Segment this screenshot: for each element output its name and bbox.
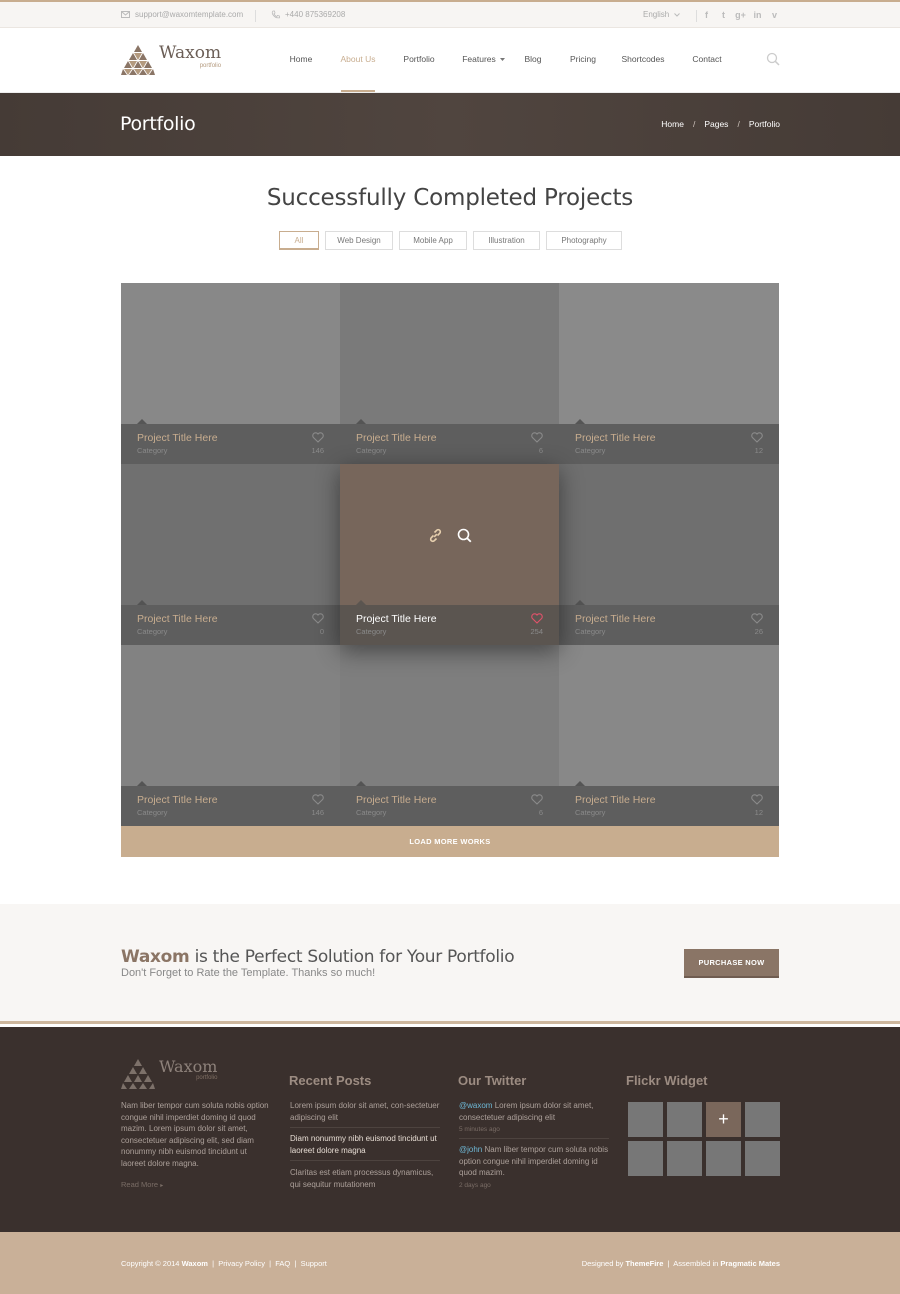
tweet-text: Nam liber tempor cum soluta nobis option congue nihil imperdiet doming id quod mazim.: [459, 1145, 609, 1177]
search-icon[interactable]: [766, 52, 780, 66]
twitter-title: Our Twitter: [458, 1073, 527, 1088]
project-thumbnail[interactable]: [559, 464, 779, 605]
project-title[interactable]: Project Title Here: [575, 794, 656, 806]
heart-icon[interactable]: [531, 432, 543, 443]
support-link[interactable]: Support: [300, 1259, 327, 1268]
portfolio-grid: [121, 283, 779, 826]
heart-icon[interactable]: [751, 613, 763, 624]
project-caption: [559, 605, 779, 645]
flickr-thumbnail[interactable]: [628, 1102, 663, 1137]
recent-post[interactable]: Diam nonummy nibh euismod tincidunt ut laoreet dolore magna: [290, 1134, 437, 1155]
phone-icon: [271, 10, 280, 19]
read-more-link[interactable]: [121, 1180, 163, 1189]
logo-name: Waxom: [159, 43, 222, 63]
project-title[interactable]: Project Title Here: [137, 432, 218, 444]
logo-triangle-icon: [121, 45, 155, 75]
designer-link[interactable]: ThemeFire: [625, 1259, 664, 1268]
phone-contact: [271, 10, 345, 19]
logo[interactable]: [121, 45, 221, 75]
tweet-handle[interactable]: @john: [459, 1145, 483, 1154]
copyright-text: Copyright © 2014: [121, 1259, 182, 1268]
project-thumbnail[interactable]: [340, 283, 559, 424]
heart-icon[interactable]: [312, 432, 324, 443]
portfolio-item[interactable]: [559, 645, 779, 826]
read-more-label: Read More: [121, 1180, 159, 1189]
project-title[interactable]: Project Title Here: [575, 432, 656, 444]
divider: [459, 1138, 609, 1139]
page-title-bar: [0, 93, 900, 156]
filter-web-design[interactable]: Web Design: [325, 231, 393, 250]
caption-arrow: [575, 781, 585, 786]
project-category[interactable]: Category: [137, 808, 168, 817]
email-text: support@waxomtemplate.com: [135, 10, 244, 19]
tweet: [459, 1100, 609, 1136]
top-bar: [0, 0, 900, 28]
bottom-bar: [0, 1232, 900, 1294]
mail-icon: [121, 11, 130, 18]
promo-brand: Waxom: [121, 947, 190, 967]
project-caption: [121, 605, 340, 645]
twitter-icon[interactable]: t: [722, 10, 725, 20]
like-count: 146: [311, 446, 324, 455]
project-title[interactable]: Project Title Here: [137, 794, 218, 806]
breadcrumb-home[interactable]: Home: [661, 119, 684, 129]
tweet-text: Lorem ipsum dolor sit amet, consectetuer adipiscing elit: [459, 1101, 594, 1122]
breadcrumb-separator: /: [692, 119, 696, 129]
project-title[interactable]: Project Title Here: [356, 794, 437, 806]
heart-icon[interactable]: [751, 432, 763, 443]
nav-portfolio[interactable]: Portfolio: [403, 54, 435, 64]
language-select[interactable]: [643, 10, 680, 19]
project-thumbnail[interactable]: [121, 283, 340, 424]
vimeo-icon[interactable]: v: [771, 10, 777, 20]
footer-logo-text: [159, 1059, 217, 1089]
promo-headline: [121, 947, 514, 967]
filter-illustration[interactable]: Illustration: [473, 231, 540, 250]
faq-link[interactable]: FAQ: [275, 1259, 291, 1268]
copyright: Copyright © 2014 Waxom | Privacy Policy | FAQ | Support: [121, 1259, 327, 1268]
promo-subtitle: Don't Forget to Rate the Template. Thanks so much!: [121, 967, 376, 979]
portfolio-item[interactable]: [121, 283, 340, 464]
project-category[interactable]: Category: [575, 446, 606, 455]
breadcrumb-pages[interactable]: Pages: [704, 119, 729, 129]
nav-blog[interactable]: Blog: [524, 54, 542, 64]
nav-features[interactable]: Features: [462, 54, 496, 64]
recent-post[interactable]: Claritas est etiam processus dynamicus, qui sequitur mutationem: [290, 1168, 434, 1189]
project-caption: [559, 424, 779, 464]
footer-logo-sub: portfolio: [196, 1075, 218, 1081]
flickr-thumbnail[interactable]: [628, 1141, 663, 1176]
breadcrumb: [661, 119, 780, 129]
divider: [290, 1127, 440, 1128]
assembler-link[interactable]: Pragmatic Mates: [720, 1259, 780, 1268]
google-plus-icon[interactable]: g+: [735, 10, 746, 20]
project-title[interactable]: Project Title Here: [356, 613, 437, 625]
portfolio-item[interactable]: [121, 464, 340, 645]
project-category[interactable]: Category: [356, 627, 387, 636]
tweet: [459, 1144, 609, 1191]
heart-icon[interactable]: [531, 613, 543, 624]
flickr-thumbnail[interactable]: [667, 1141, 702, 1176]
portfolio-item[interactable]: [121, 645, 340, 826]
portfolio-item[interactable]: [340, 645, 559, 826]
copyright-brand: Waxom: [181, 1259, 208, 1268]
nav-shortcodes[interactable]: Shortcodes: [621, 54, 665, 64]
footer-logo-name: Waxom: [159, 1057, 218, 1076]
caret-down-icon: [500, 58, 505, 62]
project-caption: [559, 786, 779, 826]
portfolio-item[interactable]: [559, 464, 779, 645]
project-category[interactable]: Category: [356, 808, 387, 817]
footer-logo[interactable]: [121, 1059, 217, 1089]
heart-icon[interactable]: [312, 613, 324, 624]
project-thumbnail[interactable]: [340, 645, 559, 786]
flickr-thumbnail[interactable]: [745, 1102, 780, 1137]
recent-post[interactable]: Lorem ipsum dolor sit amet, con-sectetuer adipiscing elit: [290, 1101, 440, 1122]
language-label: English: [643, 10, 670, 19]
divider: [290, 1160, 440, 1161]
flickr-thumbnail[interactable]: [745, 1141, 780, 1176]
email-contact[interactable]: [121, 10, 243, 19]
like-count: 146: [311, 808, 324, 817]
promo-banner: [0, 904, 900, 1024]
tweet-time: 5 minutes ago: [459, 1126, 500, 1133]
project-title[interactable]: Project Title Here: [575, 613, 656, 625]
nav-active-indicator: [341, 90, 375, 92]
heart-icon[interactable]: [312, 794, 324, 805]
flickr-thumbnail[interactable]: [667, 1102, 702, 1137]
flickr-thumbnail[interactable]: [706, 1141, 741, 1176]
breadcrumb-portfolio: Portfolio: [748, 119, 780, 129]
designed-by-text: Designed by: [581, 1259, 626, 1268]
assembled-in-text: Assembled in: [673, 1259, 721, 1268]
logo-triangle-icon: [121, 1059, 155, 1089]
filter-mobile-app[interactable]: Mobile App: [399, 231, 467, 250]
project-thumbnail[interactable]: [559, 645, 779, 786]
project-caption: [340, 424, 559, 464]
footer: [0, 1027, 900, 1232]
header: [0, 28, 900, 93]
portfolio-filters: [279, 231, 622, 250]
project-title[interactable]: Project Title Here: [137, 613, 218, 625]
project-thumbnail[interactable]: [121, 645, 340, 786]
project-category[interactable]: Category: [137, 627, 168, 636]
project-category[interactable]: Category: [575, 808, 606, 817]
heart-icon[interactable]: [751, 794, 763, 805]
link-icon[interactable]: [428, 528, 443, 543]
project-thumbnail[interactable]: [559, 283, 779, 424]
filter-photography[interactable]: Photography: [546, 231, 622, 250]
instagram-icon[interactable]: in: [753, 10, 762, 20]
nav-contact[interactable]: Contact: [692, 54, 722, 64]
project-category[interactable]: Category: [575, 627, 606, 636]
promo-headline-text: is the Perfect Solution for Your Portfolio: [189, 947, 515, 967]
like-count: 0: [319, 627, 324, 636]
privacy-policy-link[interactable]: Privacy Policy: [218, 1259, 265, 1268]
like-count: 254: [530, 627, 543, 636]
project-caption: [121, 424, 340, 464]
caption-arrow: [575, 419, 585, 424]
tweet-time: 2 days ago: [459, 1181, 491, 1189]
section-title: Successfully Completed Projects: [266, 185, 634, 211]
nav-pricing[interactable]: Pricing: [570, 54, 596, 64]
breadcrumb-separator: /: [737, 119, 740, 129]
flickr-title: Flickr Widget: [626, 1073, 708, 1088]
caption-arrow: [137, 419, 147, 424]
credits: Designed by ThemeFire | Assembled in Pragmatic Mates: [581, 1259, 780, 1268]
caption-arrow: [356, 419, 366, 424]
footer-about-text: Nam liber tempor cum soluta nobis option congue nihil imperdiet doming id quod mazim. Lorem ipsum dolor sit amet, consectetuer adipiscing elit, sed diam nonummy nibh euismod tincidunt ut laoreet dolore magna.: [121, 1101, 269, 1168]
caption-arrow: [137, 781, 147, 786]
page-title: Portfolio: [120, 113, 196, 135]
nav-about-us[interactable]: About Us: [340, 54, 376, 64]
project-category[interactable]: Category: [356, 446, 387, 455]
like-count: 12: [754, 446, 763, 455]
plus-icon: +: [718, 1109, 729, 1129]
tweet-handle[interactable]: @waxom: [459, 1101, 493, 1110]
divider: [255, 10, 256, 22]
project-caption: [340, 786, 559, 826]
portfolio-item[interactable]: [340, 283, 559, 464]
facebook-icon[interactable]: f: [705, 10, 708, 20]
project-title[interactable]: Project Title Here: [356, 432, 437, 444]
like-count: 12: [754, 808, 763, 817]
filter-all[interactable]: All: [279, 231, 319, 250]
portfolio-item[interactable]: [559, 283, 779, 464]
nav-home[interactable]: Home: [289, 54, 313, 64]
caption-arrow: [575, 600, 585, 605]
divider: [696, 10, 697, 22]
purchase-now-button[interactable]: PURCHASE NOW: [684, 949, 779, 978]
flickr-thumbnail-hover[interactable]: [706, 1102, 741, 1137]
like-count: 26: [754, 627, 763, 636]
chevron-right-icon: ▸: [160, 1183, 164, 1189]
project-thumbnail[interactable]: [121, 464, 340, 605]
phone-text: +440 875369208: [285, 10, 346, 19]
project-category[interactable]: Category: [137, 446, 168, 455]
load-more-button[interactable]: LOAD MORE WORKS: [121, 826, 779, 857]
caption-arrow: [356, 781, 366, 786]
logo-sub: portfolio: [199, 63, 222, 69]
like-count: 6: [538, 808, 543, 817]
caption-arrow: [356, 600, 366, 605]
zoom-icon[interactable]: [457, 528, 472, 543]
chevron-down-icon: [674, 13, 680, 17]
hover-actions: [340, 464, 559, 605]
like-count: 6: [538, 446, 543, 455]
project-caption: [340, 605, 559, 645]
recent-posts-title: Recent Posts: [289, 1073, 372, 1088]
logo-text: [159, 45, 221, 69]
portfolio-item-hovered[interactable]: [340, 464, 559, 645]
project-caption: [121, 786, 340, 826]
social-links: [701, 10, 780, 20]
caption-arrow: [137, 600, 147, 605]
heart-icon[interactable]: [531, 794, 543, 805]
